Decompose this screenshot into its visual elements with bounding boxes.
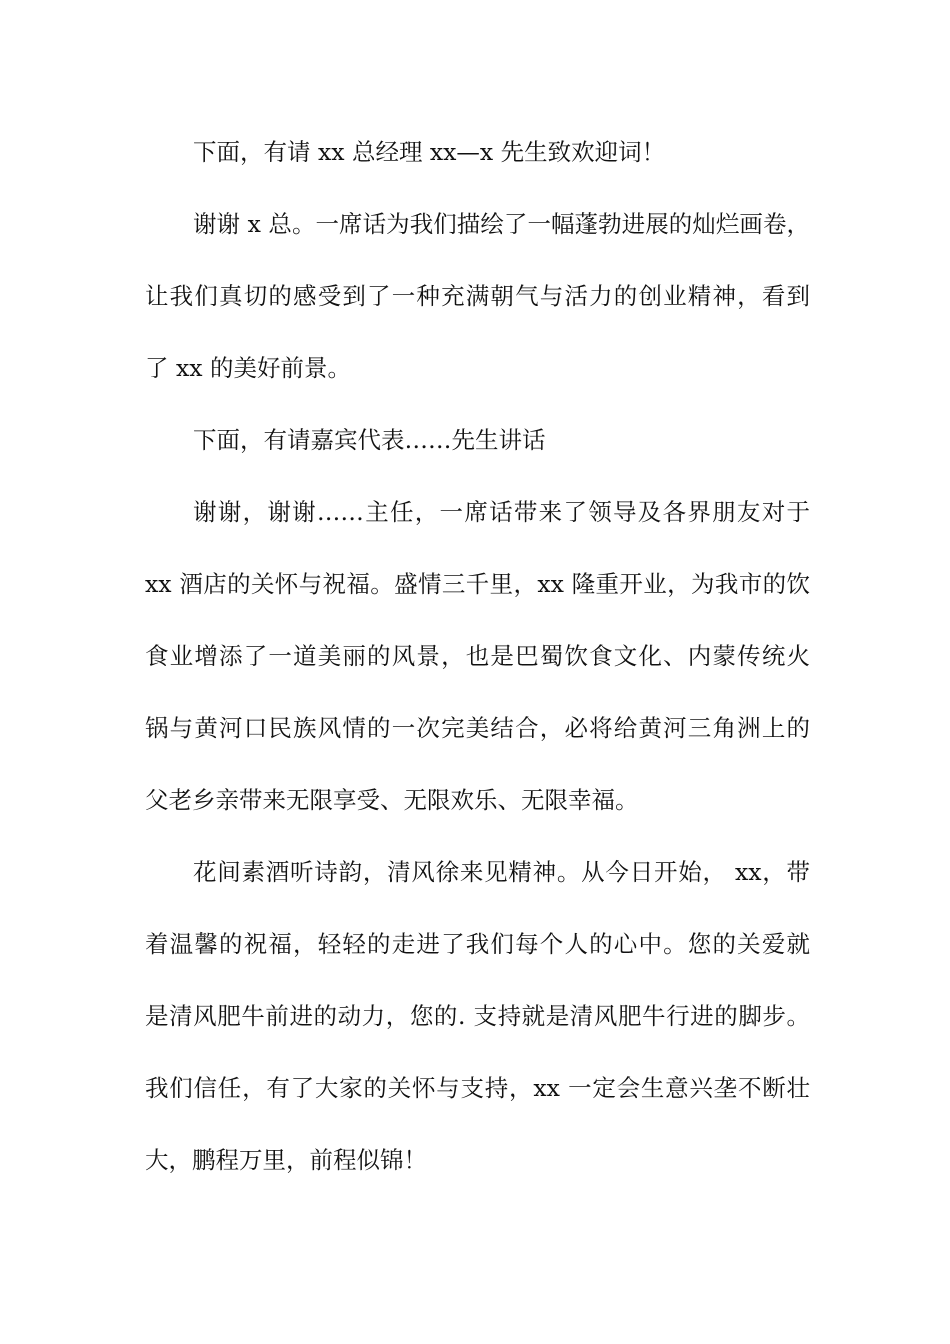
paragraph-line: 锅与黄河口民族风情的一次完美结合，必将给黄河三角洲上的: [145, 714, 810, 742]
document-body: [145, 128, 810, 1208]
paragraph-line: 下面，有请 xx 总经理 xx—x 先生致欢迎词！: [193, 138, 666, 166]
paragraph-line: 谢谢，谢谢……主任，一席话带来了领导及各界朋友对于: [193, 498, 810, 526]
paragraph-line: 我们信任，有了大家的关怀与支持，xx 一定会生意兴垄不断壮: [145, 1074, 810, 1102]
paragraph-line: 谢谢 x 总。一席话为我们描绘了一幅蓬勃进展的灿烂画卷，: [193, 210, 810, 238]
paragraph-line: 食业增添了一道美丽的风景，也是巴蜀饮食文化、内蒙传统火: [145, 642, 810, 670]
paragraph-line: xx 酒店的关怀与祝福。盛情三千里，xx 隆重开业，为我市的饮: [145, 570, 810, 598]
paragraph-line: 是清风肥牛前进的动力，您的. 支持就是清风肥牛行进的脚步。: [145, 1002, 810, 1030]
paragraph-line: 父老乡亲带来无限享受、无限欢乐、无限幸福。: [145, 786, 639, 814]
paragraph-line: 下面，有请嘉宾代表……先生讲话: [193, 426, 546, 454]
paragraph-line: 花间素酒听诗韵，清风徐来见精神。从今日开始， xx，带: [193, 858, 810, 886]
paragraph-line: 让我们真切的感受到了一种充满朝气与活力的创业精神，看到: [145, 282, 810, 310]
paragraph-line: 大，鹏程万里，前程似锦！: [145, 1146, 427, 1174]
paragraph-line: 着温馨的祝福，轻轻的走进了我们每个人的心中。您的关爱就: [145, 930, 810, 958]
paragraph-line: 了 xx 的美好前景。: [145, 354, 351, 382]
